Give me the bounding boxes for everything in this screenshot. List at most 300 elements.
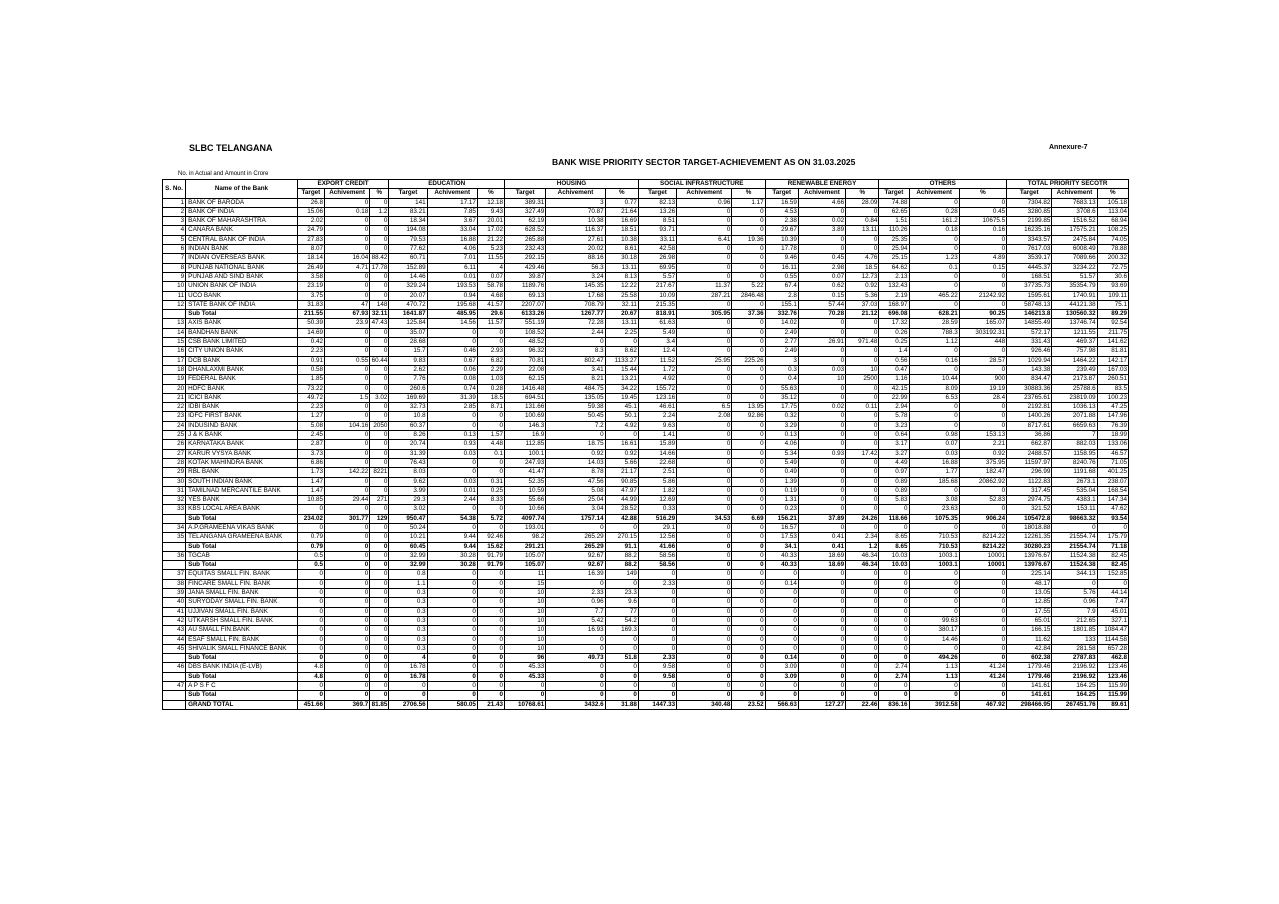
table-row [163, 403, 1129, 412]
value-cell: 16.11 [765, 263, 798, 272]
value-cell: 50.39 [297, 319, 324, 328]
value-cell: 200.32 [1097, 254, 1128, 263]
value-cell: 146.3 [505, 421, 546, 430]
value-cell: 0 [959, 245, 1006, 254]
serial-number: 8 [163, 263, 186, 272]
value-cell: 1211.55 [1052, 328, 1097, 337]
org-name: SLBC TELANGANA [189, 143, 273, 153]
value-cell: 3912.58 [909, 700, 959, 709]
serial-number: 37 [163, 570, 186, 579]
value-cell: 211.75 [1097, 328, 1128, 337]
value-cell: 710.53 [909, 542, 959, 551]
value-cell: 0 [370, 551, 389, 560]
value-cell: 0 [370, 486, 389, 495]
value-cell: 11 [505, 570, 546, 579]
value-cell: 147.34 [1097, 496, 1128, 505]
value-cell: 321.52 [1007, 505, 1052, 514]
table-row [163, 440, 1129, 449]
value-cell: 0 [846, 431, 879, 440]
value-cell: 0 [477, 616, 504, 625]
value-cell: 6.69 [732, 514, 765, 523]
serial-number: 40 [163, 598, 186, 607]
value-cell: 3.73 [297, 449, 324, 458]
value-cell: 0 [879, 523, 909, 532]
value-cell: 27.61 [546, 235, 605, 244]
value-cell: 47 [324, 300, 369, 309]
value-cell: 494.26 [909, 654, 959, 663]
value-cell: 115.99 [1097, 691, 1128, 700]
value-cell: 0 [798, 468, 845, 477]
value-cell: 0 [798, 356, 845, 365]
value-cell: 0.13 [765, 431, 798, 440]
value-cell: 2.34 [846, 533, 879, 542]
col-target: Target [389, 189, 427, 198]
value-cell: 0 [505, 682, 546, 691]
value-cell: 0 [324, 449, 369, 458]
value-cell: 1075.35 [909, 514, 959, 523]
table-row [163, 663, 1129, 672]
value-cell: 30280.23 [1007, 542, 1052, 551]
value-cell: 0 [324, 672, 369, 681]
value-cell: 217.67 [638, 282, 676, 291]
value-cell: 33.04 [427, 226, 477, 235]
value-cell: 0 [959, 412, 1006, 421]
serial-number: 25 [163, 431, 186, 440]
value-cell: 41.47 [505, 468, 546, 477]
table-row [163, 682, 1129, 691]
value-cell: 0 [959, 300, 1006, 309]
value-cell: 0 [879, 570, 909, 579]
bank-name: Sub Total [186, 542, 298, 551]
value-cell: 81.85 [371, 700, 388, 708]
value-cell: 694.51 [505, 393, 546, 402]
value-cell: 0 [798, 347, 845, 356]
value-cell: 0 [677, 440, 732, 449]
value-cell: 0.96 [546, 598, 605, 607]
value-cell: 92.86 [732, 412, 765, 421]
value-cell: 8717.61 [1007, 421, 1052, 430]
bank-name: KARUR VYSYA BANK [186, 449, 298, 458]
value-cell: 88.42 [371, 254, 388, 262]
value-cell: 0 [370, 403, 389, 412]
value-cell: 1.17 [732, 198, 765, 207]
value-cell: 44121.38 [1052, 300, 1097, 309]
bank-name: BANK OF BARODA [186, 198, 298, 207]
serial-number: 24 [163, 421, 186, 430]
value-cell: 0 [909, 523, 959, 532]
value-cell: 516.29 [638, 514, 676, 523]
serial-number: 3 [163, 217, 186, 226]
value-cell: 0 [638, 607, 676, 616]
value-cell: 0 [638, 626, 676, 635]
value-cell: 0 [959, 486, 1006, 495]
value-cell: 0 [677, 431, 732, 440]
table-row [163, 579, 1129, 588]
value-cell: 3.4 [638, 338, 676, 347]
bank-name: CENTRAL BANK OF INDIA [186, 235, 298, 244]
value-cell: 96 [505, 654, 546, 663]
value-cell: 0 [677, 393, 732, 402]
value-cell: 0 [879, 505, 909, 514]
table-row [163, 412, 1129, 421]
value-cell: 69.95 [638, 263, 676, 272]
value-cell: 146213.8 [1007, 310, 1052, 319]
serial-number: 47 [163, 682, 186, 691]
value-cell: 156.21 [765, 514, 798, 523]
value-cell: 2.38 [765, 217, 798, 226]
value-cell: 0 [427, 635, 477, 644]
value-cell: 0 [324, 533, 369, 542]
table-row [163, 347, 1129, 356]
value-cell: 96.32 [505, 347, 546, 356]
value-cell: 5.72 [477, 514, 504, 523]
value-cell: 0 [677, 626, 732, 635]
value-cell: 23.19 [297, 282, 324, 291]
value-cell: 0.84 [846, 217, 879, 226]
value-cell: 3343.57 [1007, 235, 1052, 244]
value-cell: 0.16 [959, 226, 1006, 235]
value-cell: 35.07 [389, 328, 427, 337]
value-cell: 3539.17 [1007, 254, 1052, 263]
value-cell: 0 [909, 598, 959, 607]
value-cell: 0 [959, 616, 1006, 625]
value-cell: 0 [677, 635, 732, 644]
value-cell: 602.38 [1007, 654, 1052, 663]
value-cell: 21.43 [477, 700, 504, 709]
value-cell: 169.69 [389, 393, 427, 402]
value-cell: 18.69 [798, 551, 845, 560]
table-row [163, 384, 1129, 393]
value-cell: 9.6 [605, 598, 638, 607]
value-cell: 14.56 [427, 319, 477, 328]
value-cell: 2.93 [477, 347, 504, 356]
value-cell: 0 [297, 654, 324, 663]
value-cell: 369.7 [324, 700, 369, 709]
value-cell: 0 [477, 589, 504, 598]
value-cell: 49.72 [297, 393, 324, 402]
value-cell: 12.4 [638, 347, 676, 356]
value-cell: 0 [798, 616, 845, 625]
value-cell: 2.77 [765, 338, 798, 347]
value-cell: 0 [846, 235, 879, 244]
value-cell: 21.22 [477, 235, 504, 244]
value-cell: 0 [732, 682, 765, 691]
table-row [163, 523, 1129, 532]
col-percent: % [605, 189, 638, 198]
value-cell: 1516.52 [1052, 217, 1097, 226]
serial-number: 30 [163, 477, 186, 486]
value-cell: 0 [546, 338, 605, 347]
value-cell: 41.24 [959, 663, 1006, 672]
value-cell: 168.51 [1007, 272, 1052, 281]
value-cell: 133 [1052, 635, 1097, 644]
value-cell: 8.33 [477, 496, 504, 505]
value-cell: 2.23 [297, 347, 324, 356]
value-cell: 4.8 [297, 672, 324, 681]
value-cell: 6133.26 [505, 310, 546, 319]
value-cell: 0 [477, 626, 504, 635]
value-cell: 0 [370, 458, 389, 467]
value-cell: 1189.76 [505, 282, 546, 291]
value-cell: 0 [605, 431, 638, 440]
value-cell: 77.62 [389, 245, 427, 254]
value-cell: 0 [324, 338, 369, 347]
value-cell: 0 [677, 272, 732, 281]
value-cell: 83.5 [1097, 384, 1128, 393]
bank-name: A.P.GRAMEENA VIKAS BANK [186, 523, 298, 532]
serial-number: 10 [163, 282, 186, 291]
bank-name: ICICI BANK [186, 393, 298, 402]
value-cell: 112.85 [505, 440, 546, 449]
value-cell: 5.08 [297, 421, 324, 430]
value-cell: 17575.21 [1052, 226, 1097, 235]
value-cell: 0 [798, 644, 845, 653]
value-cell: 287.21 [677, 291, 732, 300]
bank-name: KOTAK MAHINDRA BANK [186, 458, 298, 467]
value-cell: 0 [677, 551, 732, 560]
value-cell: 0.3 [389, 589, 427, 598]
value-cell: 13.11 [846, 226, 879, 235]
value-cell: 211.55 [297, 310, 324, 319]
value-cell: 0 [677, 589, 732, 598]
value-cell: 0 [798, 635, 845, 644]
bank-name: AXIS BANK [186, 319, 298, 328]
value-cell: 0 [477, 663, 504, 672]
value-cell: 0 [638, 570, 676, 579]
value-cell: 20.74 [389, 440, 427, 449]
value-cell: 2071.88 [1052, 412, 1097, 421]
value-cell: 89.29 [1097, 310, 1128, 319]
value-cell: 10 [846, 365, 879, 374]
value-cell: 1.27 [297, 412, 324, 421]
value-cell: 22.99 [879, 393, 909, 402]
value-cell: 142.17 [1097, 356, 1128, 365]
value-cell: 42.58 [638, 245, 676, 254]
value-cell: 0 [427, 682, 477, 691]
value-cell: 0 [732, 431, 765, 440]
value-cell: 0 [765, 607, 798, 616]
value-cell: 0 [798, 672, 845, 681]
value-cell: 0.07 [477, 272, 504, 281]
value-cell: 100.23 [1097, 393, 1128, 402]
value-cell: 8.51 [638, 217, 676, 226]
value-cell: 10 [505, 598, 546, 607]
value-cell: 238.07 [1097, 477, 1128, 486]
value-cell: 32.73 [389, 403, 427, 412]
value-cell: 92.46 [477, 533, 504, 542]
value-cell: 0 [959, 644, 1006, 653]
value-cell: 0.1 [477, 449, 504, 458]
value-cell: 147.96 [1097, 412, 1128, 421]
value-cell: 0 [477, 644, 504, 653]
value-cell: 123.46 [1097, 663, 1128, 672]
value-cell: 16.69 [605, 217, 638, 226]
value-cell: 0 [605, 691, 638, 700]
value-cell: 88.2 [605, 561, 638, 570]
value-cell: 802.47 [546, 356, 605, 365]
value-cell: 0.03 [427, 477, 477, 486]
value-cell: 0.42 [297, 338, 324, 347]
value-cell: 4.76 [846, 254, 879, 263]
value-cell: 0.19 [765, 486, 798, 495]
value-cell: 0 [638, 589, 676, 598]
value-cell: 0 [297, 570, 324, 579]
value-cell: 50.24 [389, 523, 427, 532]
value-cell: 1.13 [909, 672, 959, 681]
value-cell: 375.95 [959, 458, 1006, 467]
value-cell: 7.7 [546, 607, 605, 616]
value-cell: 0 [370, 272, 389, 281]
value-cell: 1122.83 [1007, 477, 1052, 486]
value-cell: 28.52 [605, 505, 638, 514]
value-cell: 0 [297, 682, 324, 691]
serial-number: 34 [163, 523, 186, 532]
value-cell: 0.92 [605, 449, 638, 458]
value-cell: 41.66 [638, 542, 676, 551]
value-cell: 1.2 [370, 207, 389, 216]
value-cell: 0 [389, 691, 427, 700]
group-renewable-energy: RENEWABLE ENERGY [765, 180, 879, 189]
value-cell: 470.72 [389, 300, 427, 309]
value-cell: 4.66 [798, 198, 845, 207]
value-cell: 8.13 [605, 272, 638, 281]
value-cell: 56.3 [546, 263, 605, 272]
value-cell: 0 [677, 375, 732, 384]
value-cell: 2173.87 [1052, 375, 1097, 384]
value-cell: 182.47 [959, 468, 1006, 477]
value-cell: 0 [477, 421, 504, 430]
bank-name: JANA SMALL FIN. BANK [186, 589, 298, 598]
value-cell: 0 [324, 217, 369, 226]
value-cell: 2488.57 [1007, 449, 1052, 458]
value-cell: 0 [732, 226, 765, 235]
value-cell: 9.58 [638, 672, 676, 681]
value-cell: 448 [959, 338, 1006, 347]
value-cell: 267451.76 [1052, 700, 1097, 709]
col-target: Target [297, 189, 324, 198]
value-cell: 465.22 [909, 291, 959, 300]
value-cell: 0.58 [297, 365, 324, 374]
table-row [163, 328, 1129, 337]
value-cell: 90.85 [605, 477, 638, 486]
value-cell: 344.13 [1052, 570, 1097, 579]
value-cell: 65.01 [1007, 616, 1052, 625]
value-cell: 8.65 [879, 542, 909, 551]
serial-number: 5 [163, 235, 186, 244]
value-cell: 48.52 [505, 338, 546, 347]
value-cell: 0 [324, 245, 369, 254]
value-cell: 109.11 [1097, 291, 1128, 300]
value-cell: 32.11 [605, 300, 638, 309]
value-cell: 0 [324, 654, 369, 663]
value-cell: 0 [879, 626, 909, 635]
value-cell: 225.14 [1007, 570, 1052, 579]
value-cell: 0.02 [798, 403, 845, 412]
value-cell: 1.51 [879, 217, 909, 226]
serial-number: 38 [163, 579, 186, 588]
value-cell: 9.44 [427, 542, 477, 551]
value-cell: 93.69 [1097, 282, 1128, 291]
value-cell: 0 [798, 421, 845, 430]
value-cell: 0 [297, 523, 324, 532]
value-cell: 10.66 [505, 505, 546, 514]
bank-name: Sub Total [186, 672, 298, 681]
value-cell: 0 [324, 570, 369, 579]
value-cell: 0 [370, 626, 389, 635]
group-housing: HOUSING [505, 180, 639, 189]
value-cell: 26.8 [297, 198, 324, 207]
value-cell: 28.59 [909, 319, 959, 328]
value-cell: 0 [959, 198, 1006, 207]
value-cell: 0 [370, 561, 389, 570]
value-cell: 0 [879, 579, 909, 588]
value-cell: 0 [846, 328, 879, 337]
value-cell: 1133.27 [605, 356, 638, 365]
value-cell: 91.79 [477, 561, 504, 570]
value-cell: 133.06 [1097, 440, 1128, 449]
value-cell: 29.1 [638, 523, 676, 532]
value-cell: 0 [765, 691, 798, 700]
value-cell: 0 [324, 226, 369, 235]
value-cell: 0.92 [846, 282, 879, 291]
value-cell: 0.98 [909, 431, 959, 440]
value-cell: 45.33 [505, 663, 546, 672]
value-cell: 0 [427, 626, 477, 635]
value-cell: 0 [909, 412, 959, 421]
serial-number [163, 542, 186, 551]
value-cell: 10.44 [909, 375, 959, 384]
value-cell: 0 [477, 598, 504, 607]
value-cell: 14.69 [297, 328, 324, 337]
value-cell: 0 [677, 579, 732, 588]
value-cell: 1757.14 [546, 514, 605, 523]
bank-name: KBS LOCAL AREA BANK [186, 505, 298, 514]
value-cell: 76.39 [1097, 421, 1128, 430]
value-cell: 0.45 [959, 207, 1006, 216]
value-cell: 0 [732, 272, 765, 281]
value-cell: 298466.95 [1007, 700, 1052, 709]
value-cell: 18.5 [477, 393, 504, 402]
serial-number: 31 [163, 486, 186, 495]
subtotal-row [163, 654, 1129, 663]
value-cell: 0 [732, 338, 765, 347]
value-cell: 0 [324, 431, 369, 440]
value-cell: 0 [324, 561, 369, 570]
value-cell: 1.03 [477, 375, 504, 384]
table-row [163, 533, 1129, 542]
table-row [163, 245, 1129, 254]
value-cell: 710.53 [909, 533, 959, 542]
value-cell: 21.64 [605, 207, 638, 216]
value-cell: 0 [798, 579, 845, 588]
value-cell: 3.17 [879, 440, 909, 449]
value-cell: 18.14 [297, 254, 324, 263]
value-cell: 0 [732, 375, 765, 384]
value-cell: 67.4 [765, 282, 798, 291]
value-cell: 81.81 [1097, 347, 1128, 356]
value-cell: 0 [798, 477, 845, 486]
value-cell: 4.89 [959, 254, 1006, 263]
value-cell: 0 [370, 365, 389, 374]
value-cell: 0 [846, 384, 879, 393]
value-cell: 50.45 [546, 412, 605, 421]
value-cell: 485.95 [427, 310, 477, 319]
value-cell: 167.03 [1097, 365, 1128, 374]
bank-name: Sub Total [186, 561, 298, 570]
value-cell: 0 [505, 691, 546, 700]
value-cell: 48.17 [1007, 579, 1052, 588]
value-cell: 0 [605, 663, 638, 672]
